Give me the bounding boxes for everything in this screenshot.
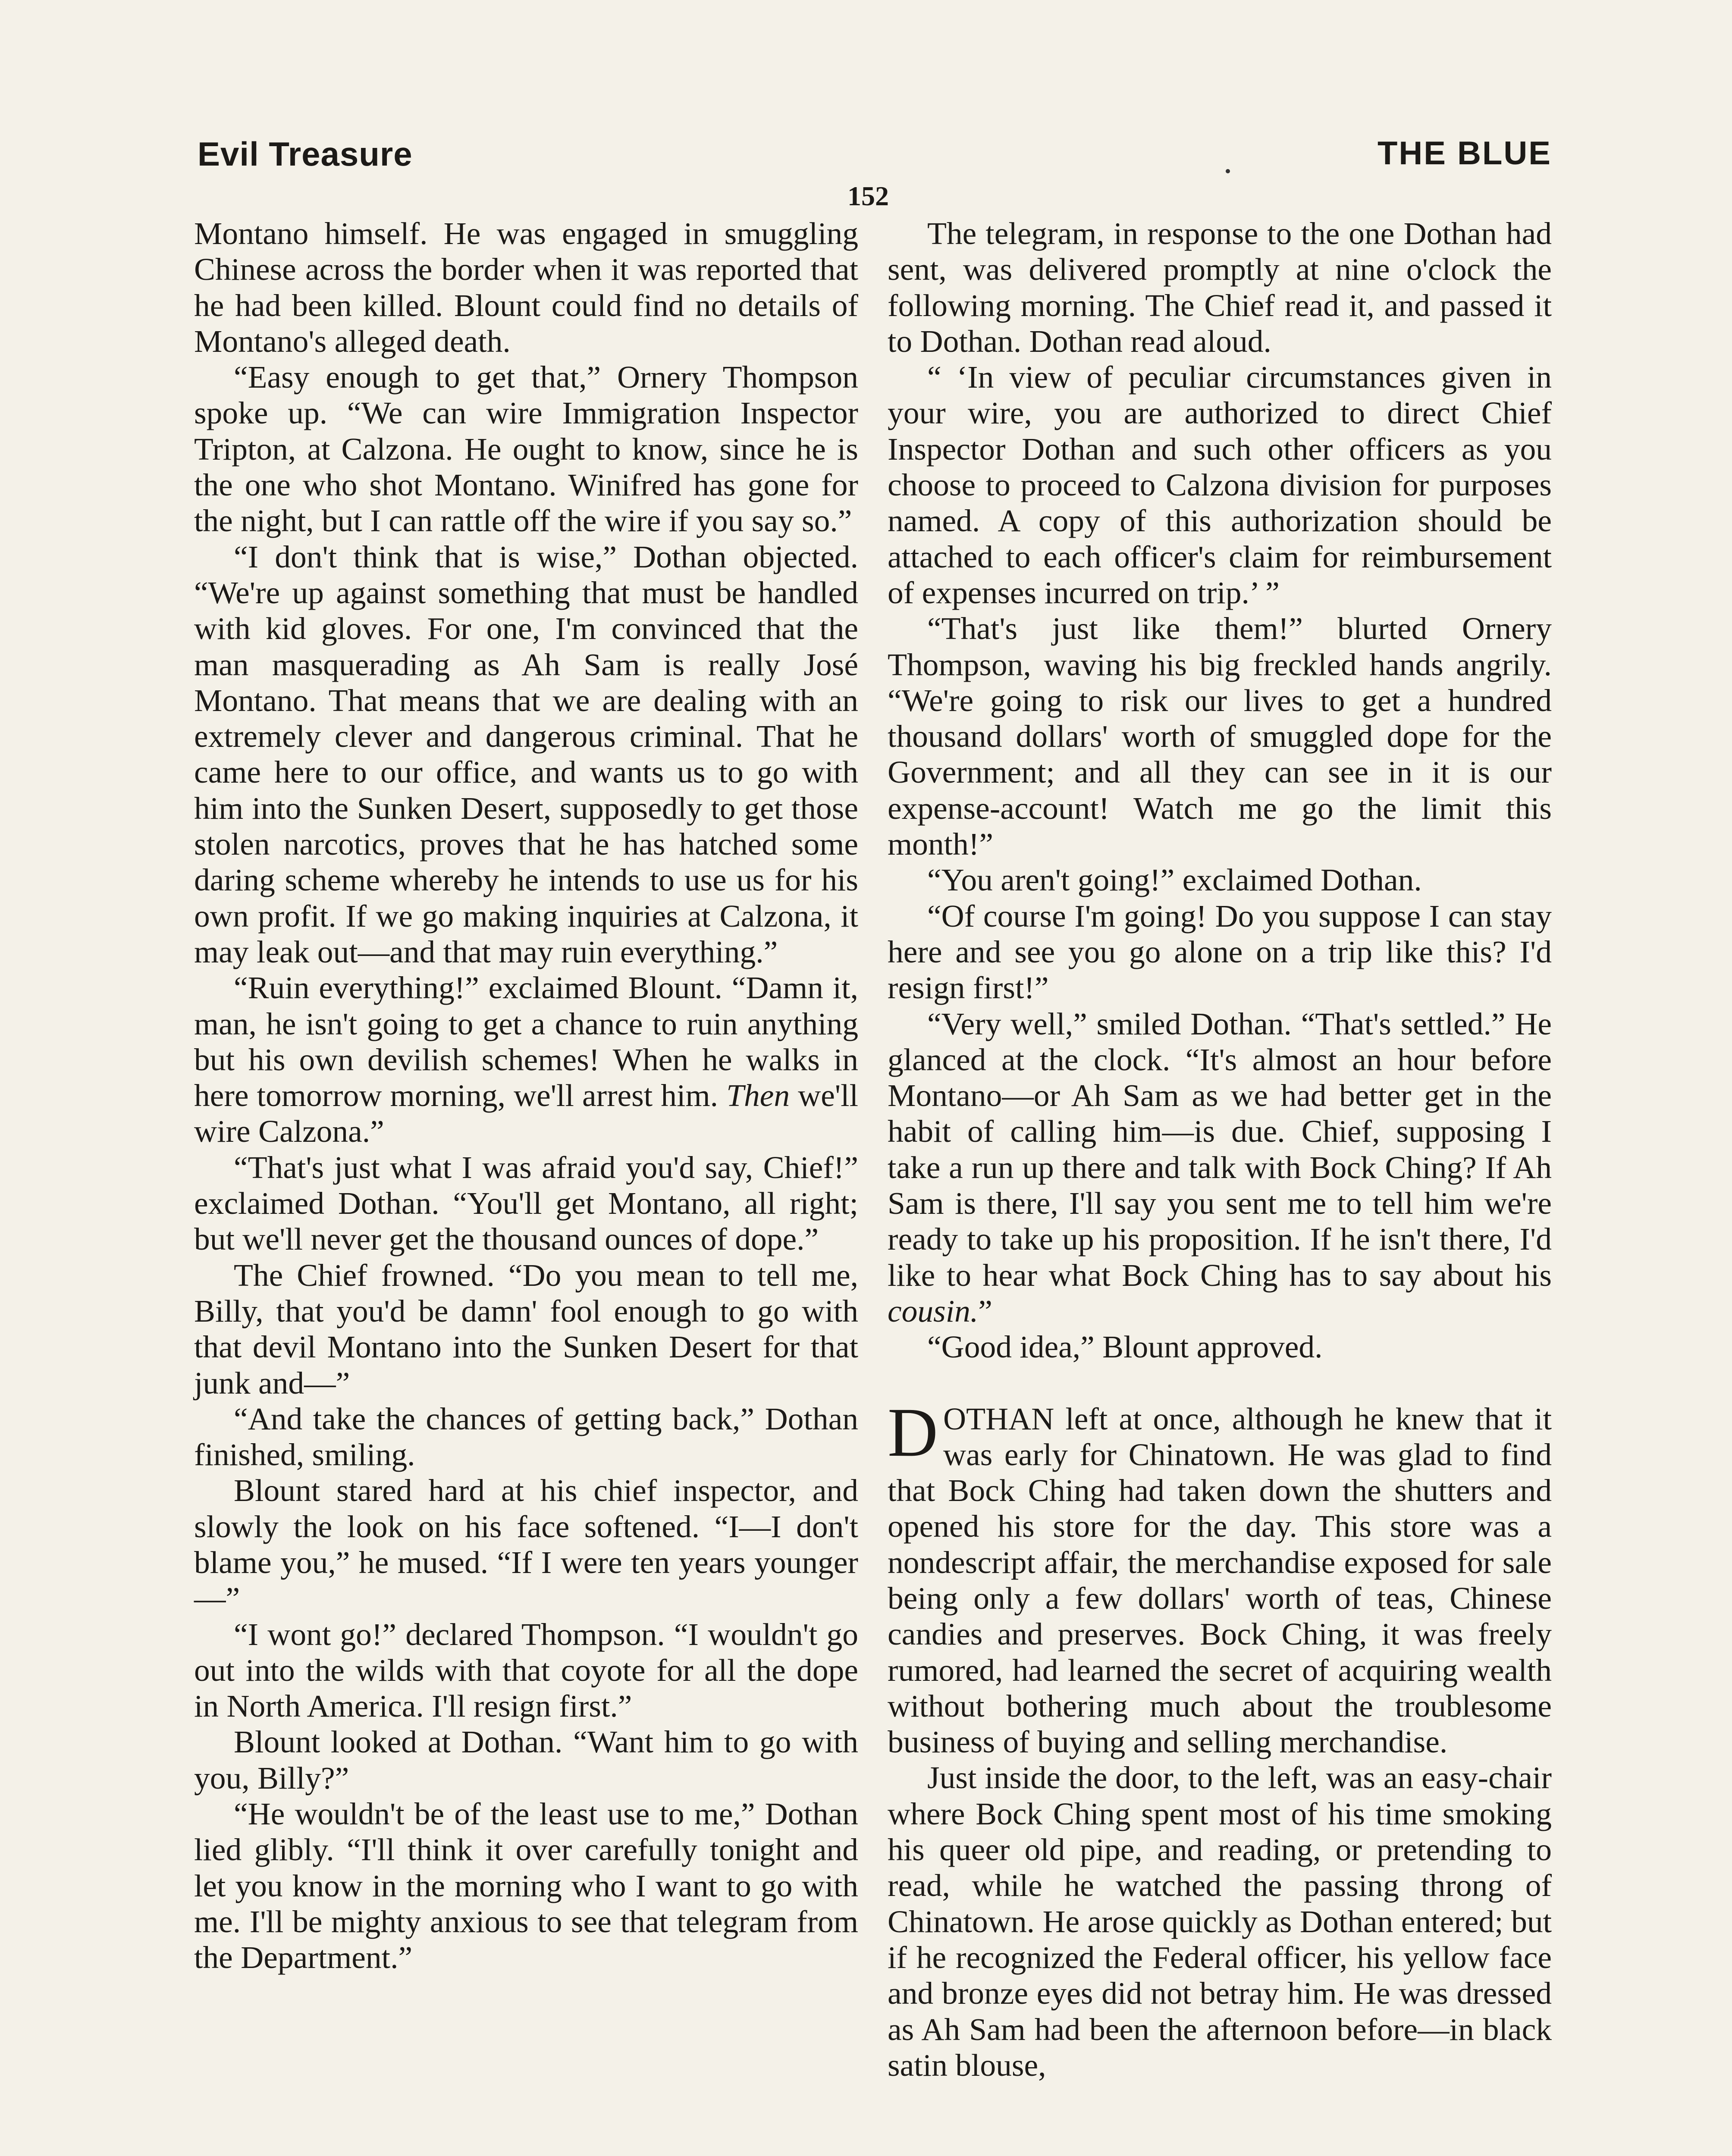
paragraph-text: “Very well,” smiled Dothan. “That's settled.” He glanced at the clock. “It's almost an hour before Montano—or Ah Sam as we had better get in the habit of calling him—is due. Chief, supposing I take a run up there and talk with Bock Ching? If Ah Sam is there, I'll say you sent me to tell him we're ready to take up his proposition. If he isn't there, I'd like to hear what Bock Ching has to say about his — [888, 1006, 1552, 1293]
paragraph: The Chief frowned. “Do you mean to tell me, Billy, that you'd be damn' fool enough to go with that devil Montano into the Sunken Desert for that junk and—” — [194, 1257, 858, 1401]
paragraph: “Of course I'm going! Do you suppose I can stay here and see you go alone on a trip like this? I'd resign first!” — [888, 898, 1552, 1006]
left-column — [194, 216, 858, 1976]
paragraph-text: OTHAN left at once, although he knew that it was early for Chinatown. He was glad to find that Bock Ching had taken down the shutters and opened his store for the day. This store was a nondescript affair, the merchandise exposed for sale being only a few dollars' worth of teas, Chinese candies and preserves. Bock Ching, it was freely rumored, had learned the secret of acquiring wealth without bothering much about the troublesome business of buying and selling merchandise. — [888, 1401, 1552, 1760]
story-title: Evil Treasure — [198, 135, 413, 173]
paragraph — [194, 970, 858, 1149]
paragraph: “Easy enough to get that,” Ornery Thompson spoke up. “We can wire Immigration Inspector Tripton, at Calzona. He ought to know, since he is the one who shot Montano. Winifred has gone for the night, but I can rattle off the wire if you say so.” — [194, 360, 858, 539]
paragraph: “ ‘In view of peculiar circumstances given in your wire, you are authorized to direct Chief Inspector Dothan and such other officers as you choose to proceed to Calzona division for purposes named. A copy of this authorization should be attached to each officer's claim for reimbursement of expenses incurred on trip.’ ” — [888, 360, 1552, 610]
paragraph: “Good idea,” Blount approved. — [927, 1329, 1323, 1365]
page-number: 152 — [847, 181, 889, 211]
paragraph: “That's just like them!” blurted Ornery Thompson, waving his big freckled hands angrily. “We're going to risk our lives to get a hundred thousand dollars' worth of smuggled dope for the Government; and all they can see in it is our expense-account! Watch me go the limit this month!” — [888, 611, 1552, 862]
paragraph: “I wont go!” declared Thompson. “I wouldn't go out into the wilds with that coyote for all the dope in North America. I'll resign first.” — [194, 1617, 858, 1724]
paragraph: “That's just what I was afraid you'd say, Chief!” exclaimed Dothan. “You'll get Montano, all right; but we'll never get the thousand ounces of dope.” — [194, 1150, 858, 1257]
paragraph: Blount stared hard at his chief inspector, and slowly the look on his face softened. “I—I don't blame you,” he mused. “If I were ten years younger—” — [194, 1473, 858, 1616]
paragraph: The telegram, in response to the one Dothan had sent, was delivered promptly at nine o'clock the following morning. The Chief read it, and passed it to Dothan. Dothan read aloud. — [888, 216, 1552, 359]
paragraph: “And take the chances of getting back,” Dothan finished, smiling. — [194, 1401, 858, 1473]
paragraph: “He wouldn't be of the least use to me,” Dothan lied glibly. “I'll think it over carefully tonight and let you know in the morning who I want to go with me. I'll be mighty anxious to see that telegram from the Department.” — [194, 1796, 858, 1975]
section-opening-paragraph — [888, 1394, 1552, 1760]
paragraph: “I don't think that is wise,” Dothan objected. “We're up against something that must be handled with kid gloves. For one, I'm convinced that the man masquerading as Ah Sam is really José Montano. That means that we are dealing with an extremely clever and dangerous criminal. That he came here to our office, and wants us to go with him into the Sunken Desert, supposedly to get those stolen narcotics, proves that he has hatched some daring scheme whereby he intends to use us for his own profit. If we go making inquiries at Calzona, it may leak out—and that may ruin everything.” — [194, 539, 858, 969]
right-column — [888, 216, 1552, 2083]
paragraph: “You aren't going!” exclaimed Dothan. — [927, 862, 1422, 898]
italic-emphasis: Then — [726, 1078, 790, 1113]
paragraph: Blount looked at Dothan. “Want him to go with you, Billy?” — [194, 1724, 858, 1796]
paragraph-text: we'll wire Calzona.” — [194, 1078, 859, 1149]
paragraph-text: ” — [978, 1293, 992, 1329]
print-speck — [1226, 169, 1230, 173]
drop-cap: D — [888, 1394, 938, 1471]
magazine-title: THE BLUE — [1377, 135, 1552, 172]
paragraph — [888, 1006, 1552, 1329]
paragraph: Montano himself. He was engaged in smuggling Chinese across the border when it was reported that he had been killed. Blount could find no details of Montano's alleged death. — [194, 216, 858, 359]
italic-emphasis: cousin. — [888, 1293, 979, 1329]
paragraph-text: “Ruin everything!” exclaimed Blount. “Damn it, man, he isn't going to get a chance to ruin anything but his own devilish schemes! When he walks in here tomorrow morning, we'll arrest him. — [194, 970, 858, 1113]
paragraph: Just inside the door, to the left, was an easy-chair where Bock Ching spent most of his time smoking his queer old pipe, and reading, or pretending to read, while he watched the passing throng of Chinatown. He arose quickly as Dothan entered; but if he recognized the Federal officer, his yellow face and bronze eyes did not betray him. He was dressed as Ah Sam had been the afternoon before—in black satin blouse, — [888, 1760, 1552, 2083]
